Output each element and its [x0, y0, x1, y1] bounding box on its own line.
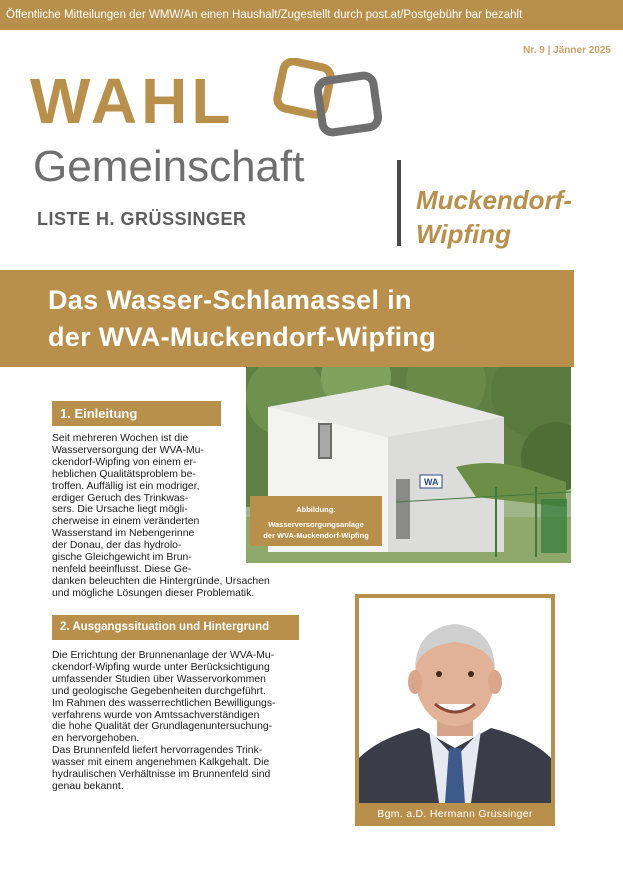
- intro-line: sers. Die Ursache liegt mögli-: [52, 504, 188, 516]
- intro-line: Wasserversorgung der WVA-Mu-: [52, 444, 204, 456]
- intro-line: Seit mehreren Wochen ist die: [52, 433, 189, 444]
- intro-line: ckendorf-Wipfing von einem er-: [52, 456, 197, 468]
- distribution-notice-bar: [0, 0, 623, 30]
- intro-line: troffen. Auffällig ist ein modriger,: [52, 480, 200, 492]
- intro-line: nenfeld beeinflusst. Diese Ge-: [52, 563, 192, 575]
- section-heading-background: 2. Ausgangssituation und Hintergrund: [52, 615, 299, 640]
- intro-line: cherweise in einem veränderten: [52, 516, 200, 528]
- headline-line-1: Das Wasser-Schlamassel in: [48, 285, 412, 315]
- introduction-paragraph: [52, 433, 240, 576]
- logo-wahl: WAHL: [30, 65, 235, 137]
- logo-rounded-squares-icon: [272, 58, 392, 138]
- photo-caption-title: Wasserversorgungsanlage: [268, 520, 364, 529]
- background-line: Im Rahmen des wasserrechtlichen Bewilligungs-: [52, 697, 276, 709]
- intro-line: der Donau, der das hydrolo-: [52, 540, 182, 552]
- background-line: und geologische Gegebenheiten durchgeführt.: [52, 685, 266, 697]
- municipality-name: [416, 183, 572, 251]
- municipality-line-2: Wipfing: [416, 219, 512, 249]
- introduction-paragraph-continued: [52, 576, 302, 600]
- portrait-caption: Bgm. a.D. Hermann Grüssinger: [377, 808, 533, 820]
- intro-line: heblichen Qualitätsproblem be-: [52, 468, 196, 480]
- photo-caption-label: Abbildung:: [296, 505, 336, 514]
- photo-caption-subtitle: der WVA-Muckendorf-Wipfing: [263, 531, 369, 540]
- intro-line: gische Gleichgewicht im Brun-: [52, 552, 192, 564]
- intro-line: und mögliche Lösungen dieser Problematik.: [52, 587, 255, 599]
- logo-list-name: LISTE H. GRÜSSINGER: [37, 209, 247, 229]
- municipality-line-1: Muckendorf-: [416, 185, 572, 215]
- background-line: hydraulischen Verhältnisse im Brunnenfeld sind: [52, 769, 271, 781]
- photo-caption: [250, 496, 382, 546]
- background-line: wasser mit einem angenehmen Kalkgehalt. Die: [52, 757, 270, 769]
- background-line: umfassender Studien über Wasservorkommen: [52, 673, 266, 685]
- intro-line: danken beleuchten die Hintergründe, Ursachen: [52, 576, 270, 587]
- logo-divider: [397, 160, 401, 246]
- distribution-notice: Öffentliche Mitteilungen der WMW/An einen Haushalt/Zugestellt durch post.at/Postgebühr bar bezahlt: [6, 9, 523, 21]
- background-line: en hervorgehoben.: [52, 733, 140, 745]
- article-headline: [48, 282, 568, 356]
- background-line: Das Brunnenfeld liefert hervorragendes Trink-: [52, 745, 263, 757]
- background-line: die hohe Qualität der Grundlagenuntersuchung-: [52, 721, 273, 733]
- background-line: verfahrens wurde von Amtssachverständigen: [52, 709, 260, 721]
- intro-line: erdiger Geruch des Trinkwas-: [52, 492, 189, 504]
- issue-number: Nr. 9 | Jänner 2025: [523, 45, 611, 56]
- intro-line: Wasserstand im Nebengerinne: [52, 528, 195, 540]
- background-line: ckendorf-Wipfing wurde unter Berücksichtigung: [52, 661, 270, 673]
- portrait-photo: [359, 598, 551, 803]
- facility-sign: WA: [424, 477, 439, 487]
- logo-gemeinschaft: Gemeinschaft: [33, 142, 305, 191]
- headline-line-2: der WVA-Muckendorf-Wipfing: [48, 322, 437, 352]
- background-line: Die Errichtung der Brunnenanlage der WVA-Mu-: [52, 650, 275, 661]
- background-paragraph: [52, 650, 302, 793]
- section-heading-introduction: 1. Einleitung: [52, 401, 221, 426]
- background-line: genau bekannt.: [52, 780, 124, 792]
